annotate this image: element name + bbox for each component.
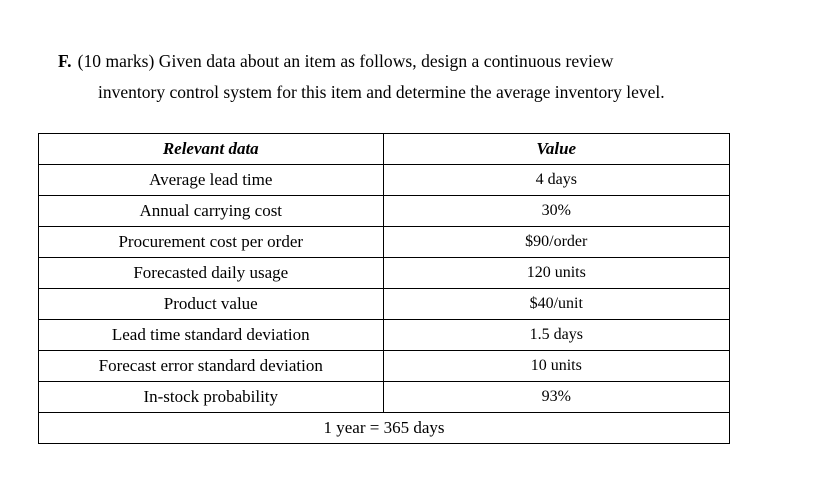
question-text [58, 46, 758, 108]
table-row [39, 227, 730, 258]
table-row [39, 382, 730, 413]
table-row [39, 165, 730, 196]
row-value: 93% [383, 382, 729, 413]
row-label: Product value [39, 289, 384, 320]
table-row [39, 351, 730, 382]
row-label: Average lead time [39, 165, 384, 196]
row-value: 30% [383, 196, 729, 227]
header-value: Value [383, 134, 729, 165]
row-label: Forecasted daily usage [39, 258, 384, 289]
question-letter: F. [58, 51, 72, 71]
row-value: $90/order [383, 227, 729, 258]
table-footer-row [39, 413, 730, 444]
row-label: Forecast error standard deviation [39, 351, 384, 382]
row-value: 10 units [383, 351, 729, 382]
row-label: Annual carrying cost [39, 196, 384, 227]
data-table [38, 133, 730, 444]
row-value: 1.5 days [383, 320, 729, 351]
row-value: 120 units [383, 258, 729, 289]
row-label: Procurement cost per order [39, 227, 384, 258]
row-value: $40/unit [383, 289, 729, 320]
table-row [39, 320, 730, 351]
row-value: 4 days [383, 165, 729, 196]
row-label: Lead time standard deviation [39, 320, 384, 351]
table-row [39, 289, 730, 320]
table-header-row [39, 134, 730, 165]
table-footer-note: 1 year = 365 days [39, 413, 730, 444]
table-row [39, 258, 730, 289]
question-line-1 [58, 46, 758, 77]
header-relevant-data: Relevant data [39, 134, 384, 165]
table-row [39, 196, 730, 227]
row-label: In-stock probability [39, 382, 384, 413]
question-line-1-text: (10 marks) Given data about an item as follows, design a continuous review [77, 51, 614, 71]
question-line-2: inventory control system for this item and determine the average inventory level. [98, 82, 665, 102]
